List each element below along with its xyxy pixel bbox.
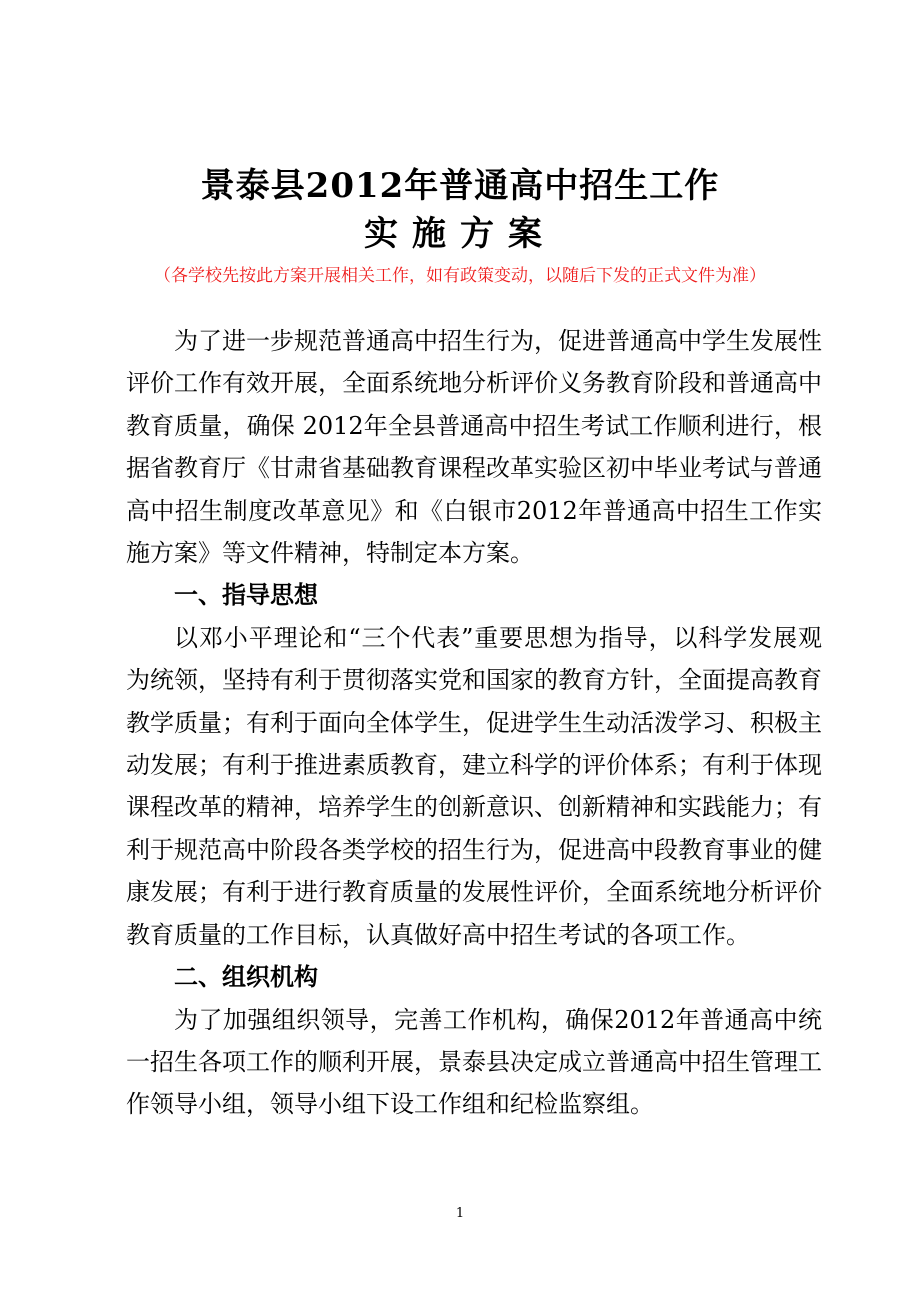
document-subtitle: 实施方案 (364, 214, 556, 254)
notice-note: （各学校先按此方案开展相关工作，如有政策变动，以随后下发的正式文件为准） (154, 266, 766, 286)
intro-paragraph: 为了进一步规范普通高中招生行为，促进普通高中学生发展性评价工作有效开展，全面系统地分析评价义务教育阶段和普通高中教育质量，确保 2012年全县普通高中招生考试工作顺利进行，根据省教育厅《甘肃省基础教育课程改革实验区初中毕业考试与普通高中招生制度改革意见》和《白银市2012年普通高中招生工作实施方案》等文件精神，特制定本方案。 (126, 327, 822, 568)
section-heading-organization: 二、组织机构 (174, 962, 318, 992)
document-body (126, 320, 822, 1126)
document-title: 景泰县2012年普通高中招生工作 (200, 166, 720, 206)
section-heading-guiding-ideology: 一、指导思想 (174, 580, 318, 610)
section-paragraph-guiding-ideology: 以邓小平理论和“三个代表”重要思想为指导，以科学发展观为统领，坚持有利于贯彻落实党和国家的教育方针，全面提高教育教学质量；有利于面向全体学生，促进学生生动活泼学习、积极主动发展；有利于推进素质教育，建立科学的评价体系；有利于体现课程改革的精神，培养学生的创新意识、创新精神和实践能力；有利于规范高中阶段各类学校的招生行为，促进高中段教育事业的健康发展；有利于进行教育质量的发展性评价，全面系统地分析评价教育质量的工作目标，认真做好高中招生考试的各项工作。 (126, 623, 822, 949)
section-paragraph-organization: 为了加强组织领导，完善工作机构，确保2012年普通高中统一招生各项工作的顺利开展，景泰县决定成立普通高中招生管理工作领导小组，领导小组下设工作组和纪检监察组。 (126, 1005, 822, 1119)
page-number: 1 (455, 1206, 465, 1221)
